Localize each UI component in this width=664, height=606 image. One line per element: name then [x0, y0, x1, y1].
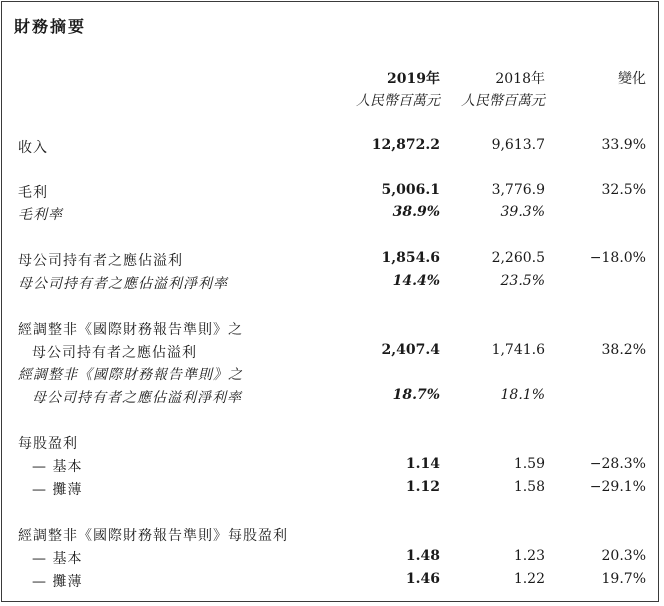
row-label: 經調整非《國際財務報告準則》每股盈利: [18, 528, 288, 544]
col-2018-unit: 人民幣百萬元: [461, 93, 545, 109]
table-row-adjusted-eps-header: [2, 525, 658, 545]
row-label: 母公司持有者之應佔溢利: [18, 253, 183, 269]
table-row-adjusted-eps-basic: [2, 548, 658, 568]
row-label: 每股盈利: [18, 436, 78, 452]
row-label: 毛利率: [18, 207, 63, 223]
row-label: 毛利: [18, 185, 48, 201]
page-title: 財務摘要: [14, 17, 87, 36]
value-2018: 1.23: [513, 548, 545, 564]
row-label: 經調整非《國際財務報告準則》之: [18, 322, 243, 338]
col-change: 變化: [618, 71, 646, 87]
value-2018: 1.59: [513, 456, 545, 472]
table-row-adjusted-eps-diluted: [2, 571, 658, 591]
value-change: 38.2%: [601, 342, 646, 358]
table-row-eps-basic: [2, 456, 658, 476]
value-2019: 12,872.2: [371, 137, 440, 153]
value-2018: 18.1%: [500, 387, 545, 403]
value-2019: 14.4%: [392, 273, 440, 289]
value-change: 33.9%: [601, 137, 646, 153]
value-2018: 39.3%: [500, 204, 545, 220]
table-row-adjusted-header: [2, 319, 658, 339]
value-2019: 1.12: [405, 479, 440, 495]
value-2019: 5,006.1: [381, 182, 440, 198]
col-2018-year: 2018年: [495, 71, 545, 87]
col-2019-year: 2019年: [387, 71, 440, 87]
col-2019-unit: 人民幣百萬元: [356, 93, 440, 109]
table-row-profit-attributable: [2, 250, 658, 270]
value-change: −18.0%: [589, 250, 646, 266]
value-2019: 1,854.6: [381, 250, 440, 266]
row-label: — 攤薄: [32, 482, 83, 498]
row-label: 收入: [18, 140, 48, 156]
table-row-adjusted-margin: [2, 387, 658, 407]
value-2018: 1.58: [513, 479, 545, 495]
table-row-revenue: [2, 137, 658, 157]
table-row-adjusted-margin-header: [2, 364, 658, 384]
value-change: 20.3%: [601, 548, 646, 564]
value-2018: 2,260.5: [491, 250, 545, 266]
value-2018: 9,613.7: [491, 137, 545, 153]
value-2019: 2,407.4: [381, 342, 440, 358]
table-row-net-margin: [2, 273, 658, 293]
value-2019: 38.9%: [392, 204, 440, 220]
value-2018: 1.22: [513, 571, 545, 587]
value-change: 32.5%: [601, 182, 646, 198]
row-label: — 攤薄: [32, 574, 83, 590]
row-label: 母公司持有者之應佔溢利: [32, 345, 197, 361]
value-2019: 1.46: [405, 571, 440, 587]
row-label: — 基本: [32, 459, 83, 475]
value-change: −29.1%: [589, 479, 646, 495]
value-2018: 1,741.6: [491, 342, 545, 358]
value-change: −28.3%: [589, 456, 646, 472]
value-2019: 1.48: [405, 548, 440, 564]
value-2018: 3,776.9: [491, 182, 545, 198]
financial-summary-panel: [1, 1, 659, 602]
value-change: 19.7%: [601, 571, 646, 587]
row-label: 母公司持有者之應佔溢利淨利率: [32, 390, 242, 406]
value-2018: 23.5%: [500, 273, 545, 289]
table-row-eps-diluted: [2, 479, 658, 499]
table-row-gross-margin: [2, 204, 658, 224]
row-label: 經調整非《國際財務報告準則》之: [18, 367, 243, 383]
row-label: — 基本: [32, 551, 83, 567]
table-row-gross-profit: [2, 182, 658, 202]
value-2019: 1.14: [405, 456, 440, 472]
table-row-adjusted-profit: [2, 342, 658, 362]
row-label: 母公司持有者之應佔溢利淨利率: [18, 276, 228, 292]
value-2019: 18.7%: [392, 387, 440, 403]
table-row-eps-header: [2, 433, 658, 453]
